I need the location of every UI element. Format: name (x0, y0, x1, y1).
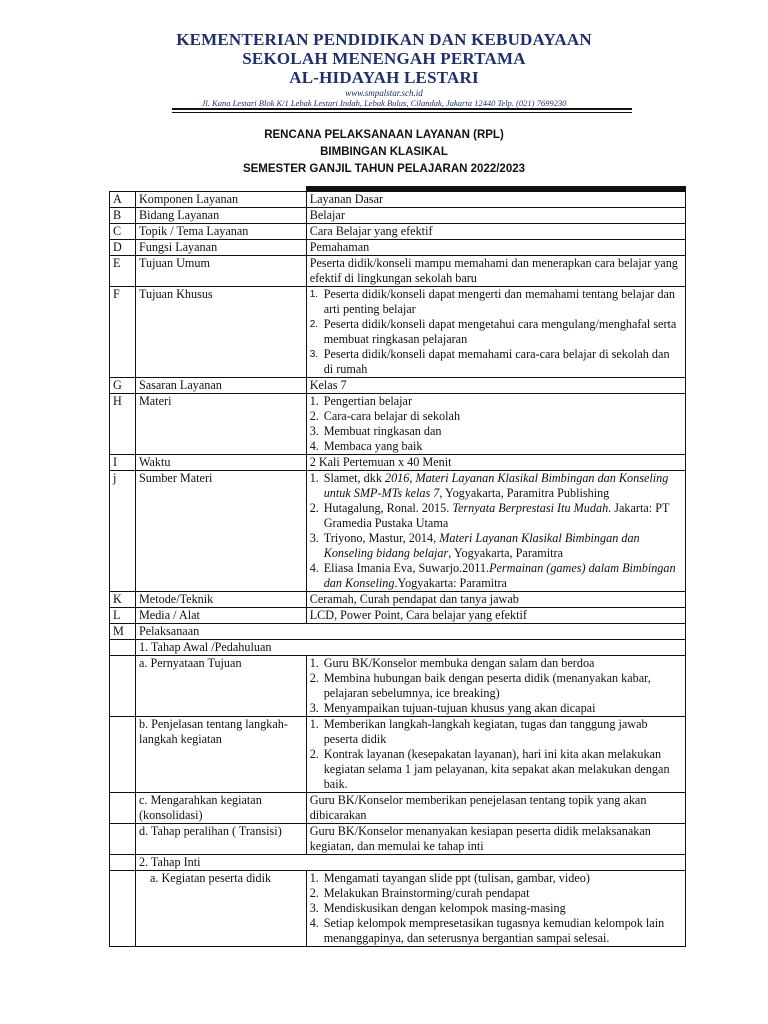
row-value (306, 471, 685, 592)
step-value (306, 656, 685, 717)
row-code: C (110, 224, 136, 240)
row-value (306, 287, 685, 378)
row-label: Topik / Tema Layanan (135, 224, 306, 240)
table-row (110, 592, 686, 608)
row-code: H (110, 394, 136, 455)
list-item: 1. Mengamati tayangan slide ppt (tulisan, gambar, video) (309, 871, 590, 885)
row-label: Tujuan Umum (135, 256, 306, 287)
table-row (110, 378, 686, 394)
section-tahap-inti: 2. Tahap Inti (135, 855, 685, 871)
rpl-table (109, 191, 686, 947)
kegiatan-peserta-list (310, 871, 682, 946)
row-value: Cara Belajar yang efektif (306, 224, 685, 240)
row-label: Media / Alat (135, 608, 306, 624)
list-item: 2. Cara-cara belajar di sekolah (309, 409, 461, 423)
title-bimbingan: BIMBINGAN KLASIKAL (320, 146, 448, 158)
row-code: D (110, 240, 136, 256)
pernyataan-tujuan-list (310, 656, 682, 716)
table-row (110, 656, 686, 717)
list-item: 2. Peserta didik/konseli dapat mengetahui cara mengulang/menghafal serta membuat ringkasan pelajaran (309, 317, 677, 346)
langkah-kegiatan-list (310, 717, 682, 792)
table-row (110, 624, 686, 640)
row-label: Sasaran Layanan (135, 378, 306, 394)
school-address: Jl. Kana Lestari Blok K/1 Lebak Lestari Indah, Lebak Bulus, Cilandak, Jakarta 12440 Telp. (021) 7699230 (201, 98, 567, 108)
ministry-name: KEMENTERIAN PENDIDIKAN DAN KEBUDAYAAN (176, 30, 592, 49)
list-item: 1. Slamet, dkk 2016, Materi Layanan Klasikal Bimbingan dan Konseling untuk SMP-MTs kelas 7, Yogyakarta, Paramitra Publishing (309, 471, 669, 500)
table-row (110, 871, 686, 947)
list-item: 3. Mendiskusikan dengan kelompok masing-masing (309, 901, 566, 915)
table-row (110, 793, 686, 824)
row-value: Pemahaman (306, 240, 685, 256)
table-row (110, 855, 686, 871)
list-item: 1. Guru BK/Konselor membuka dengan salam dan berdoa (309, 656, 595, 670)
row-code: j (110, 471, 136, 592)
letterhead (0, 30, 768, 108)
table-row (110, 717, 686, 793)
row-label: Tujuan Khusus (135, 287, 306, 378)
list-item: 2. Hutagalung, Ronal. 2015. Ternyata Berprestasi Itu Mudah. Jakarta: PT Gramedia Pustaka Utama (309, 501, 670, 530)
table-row (110, 608, 686, 624)
step-label: c. Mengarahkan kegiatan (konsolidasi) (135, 793, 306, 824)
materi-list (310, 394, 682, 454)
list-item: 4. Eliasa Imania Eva, Suwarjo.2011.Permainan (games) dalam Bimbingan dan Konseling.Yogyakarta: Paramitra (309, 561, 676, 590)
list-item: 2. Kontrak layanan (kesepakatan layanan), hari ini kita akan melakukan kegiatan selama 1 jam pelayanan, kita sepakat akan melakukan dengan baik. (309, 747, 670, 791)
title-semester: SEMESTER GANJIL TAHUN PELAJARAN 2022/2023 (242, 163, 526, 175)
table-row (110, 640, 686, 656)
sumber-materi-list (310, 471, 682, 591)
list-item: 2. Membina hubungan baik dengan peserta didik (menanyakan kabar, pelajaran sebelumnya, ice breaking) (309, 671, 651, 700)
row-label: Pelaksanaan (135, 624, 685, 640)
list-item: 3. Triyono, Mastur, 2014, Materi Layanan Klasikal Bimbingan dan Konseling bidang belajar, Yogyakarta, Paramitra (309, 531, 640, 560)
step-value (306, 871, 685, 947)
row-code: B (110, 208, 136, 224)
table-row (110, 287, 686, 378)
letterhead-rule-thick (172, 108, 632, 110)
row-code: G (110, 378, 136, 394)
section-tahap-awal: 1. Tahap Awal /Pedahuluan (135, 640, 685, 656)
row-code: M (110, 624, 136, 640)
row-code: L (110, 608, 136, 624)
tujuan-khusus-list (310, 287, 682, 377)
step-label: b. Penjelasan tentang langkah-langkah kegiatan (135, 717, 306, 793)
row-value: 2 Kali Pertemuan x 40 Menit (306, 455, 685, 471)
table-row (110, 224, 686, 240)
row-value: Kelas 7 (306, 378, 685, 394)
row-label: Fungsi Layanan (135, 240, 306, 256)
table-row (110, 824, 686, 855)
table-row (110, 256, 686, 287)
list-item: 4. Membaca yang baik (309, 439, 423, 453)
row-code: E (110, 256, 136, 287)
table-row (110, 192, 686, 208)
row-code: I (110, 455, 136, 471)
table-row (110, 208, 686, 224)
row-label: Bidang Layanan (135, 208, 306, 224)
row-label: Metode/Teknik (135, 592, 306, 608)
row-value: Belajar (306, 208, 685, 224)
step-label: a. Kegiatan peserta didik (135, 871, 306, 947)
row-value: Layanan Dasar (306, 192, 685, 208)
document-titles (0, 127, 768, 178)
list-item: 1. Pengertian belajar (309, 394, 413, 408)
step-value: Guru BK/Konselor memberikan penejelasan tentang topik yang akan dibicarakan (306, 793, 685, 824)
school-website[interactable]: www.smpalstar.sch.id (345, 88, 423, 98)
list-item: 1. Memberikan langkah-langkah kegiatan, tugas dan tanggung jawab peserta didik (309, 717, 648, 746)
list-item: 3. Peserta didik/konseli dapat memahami cara-cara belajar di sekolah dan di rumah (309, 347, 670, 376)
list-item: 4. Setiap kelompok mempresetasikan tugasnya kemudian kelompok lain menanggapinya, dan seterusnya bergantian sampai selesai. (309, 916, 665, 945)
list-item: 3. Membuat ringkasan dan (309, 424, 442, 438)
row-code: F (110, 287, 136, 378)
row-value: Peserta didik/konseli mampu memahami dan menerapkan cara belajar yang efektif di lingkungan sekolah baru (306, 256, 685, 287)
row-label: Materi (135, 394, 306, 455)
school-level: SEKOLAH MENENGAH PERTAMA (242, 49, 526, 68)
row-value: Ceramah, Curah pendapat dan tanya jawab (306, 592, 685, 608)
row-value: LCD, Power Point, Cara belajar yang efektif (306, 608, 685, 624)
list-item: 3. Menyampaikan tujuan-tujuan khusus yang akan dicapai (309, 701, 596, 715)
row-value (306, 394, 685, 455)
row-label: Komponen Layanan (135, 192, 306, 208)
row-label: Waktu (135, 455, 306, 471)
step-label: d. Tahap peralihan ( Transisi) (135, 824, 306, 855)
row-code: A (110, 192, 136, 208)
table-row (110, 455, 686, 471)
table-row (110, 394, 686, 455)
step-value (306, 717, 685, 793)
step-label: a. Pernyataan Tujuan (135, 656, 306, 717)
row-label: Sumber Materi (135, 471, 306, 592)
school-name: AL-HIDAYAH LESTARI (289, 68, 479, 87)
letterhead-rule-thin (172, 112, 632, 113)
list-item: 2. Melakukan Brainstorming/curah pendapat (309, 886, 530, 900)
table-row (110, 240, 686, 256)
title-rpl: RENCANA PELAKSANAAN LAYANAN (RPL) (264, 129, 504, 141)
list-item: 1. Peserta didik/konseli dapat mengerti dan memahami tentang belajar dan arti penting belajar (309, 287, 675, 316)
row-code: K (110, 592, 136, 608)
step-value: Guru BK/Konselor menanyakan kesiapan peserta didik melaksanakan kegiatan, dan memulai ke tahap inti (306, 824, 685, 855)
table-row (110, 471, 686, 592)
